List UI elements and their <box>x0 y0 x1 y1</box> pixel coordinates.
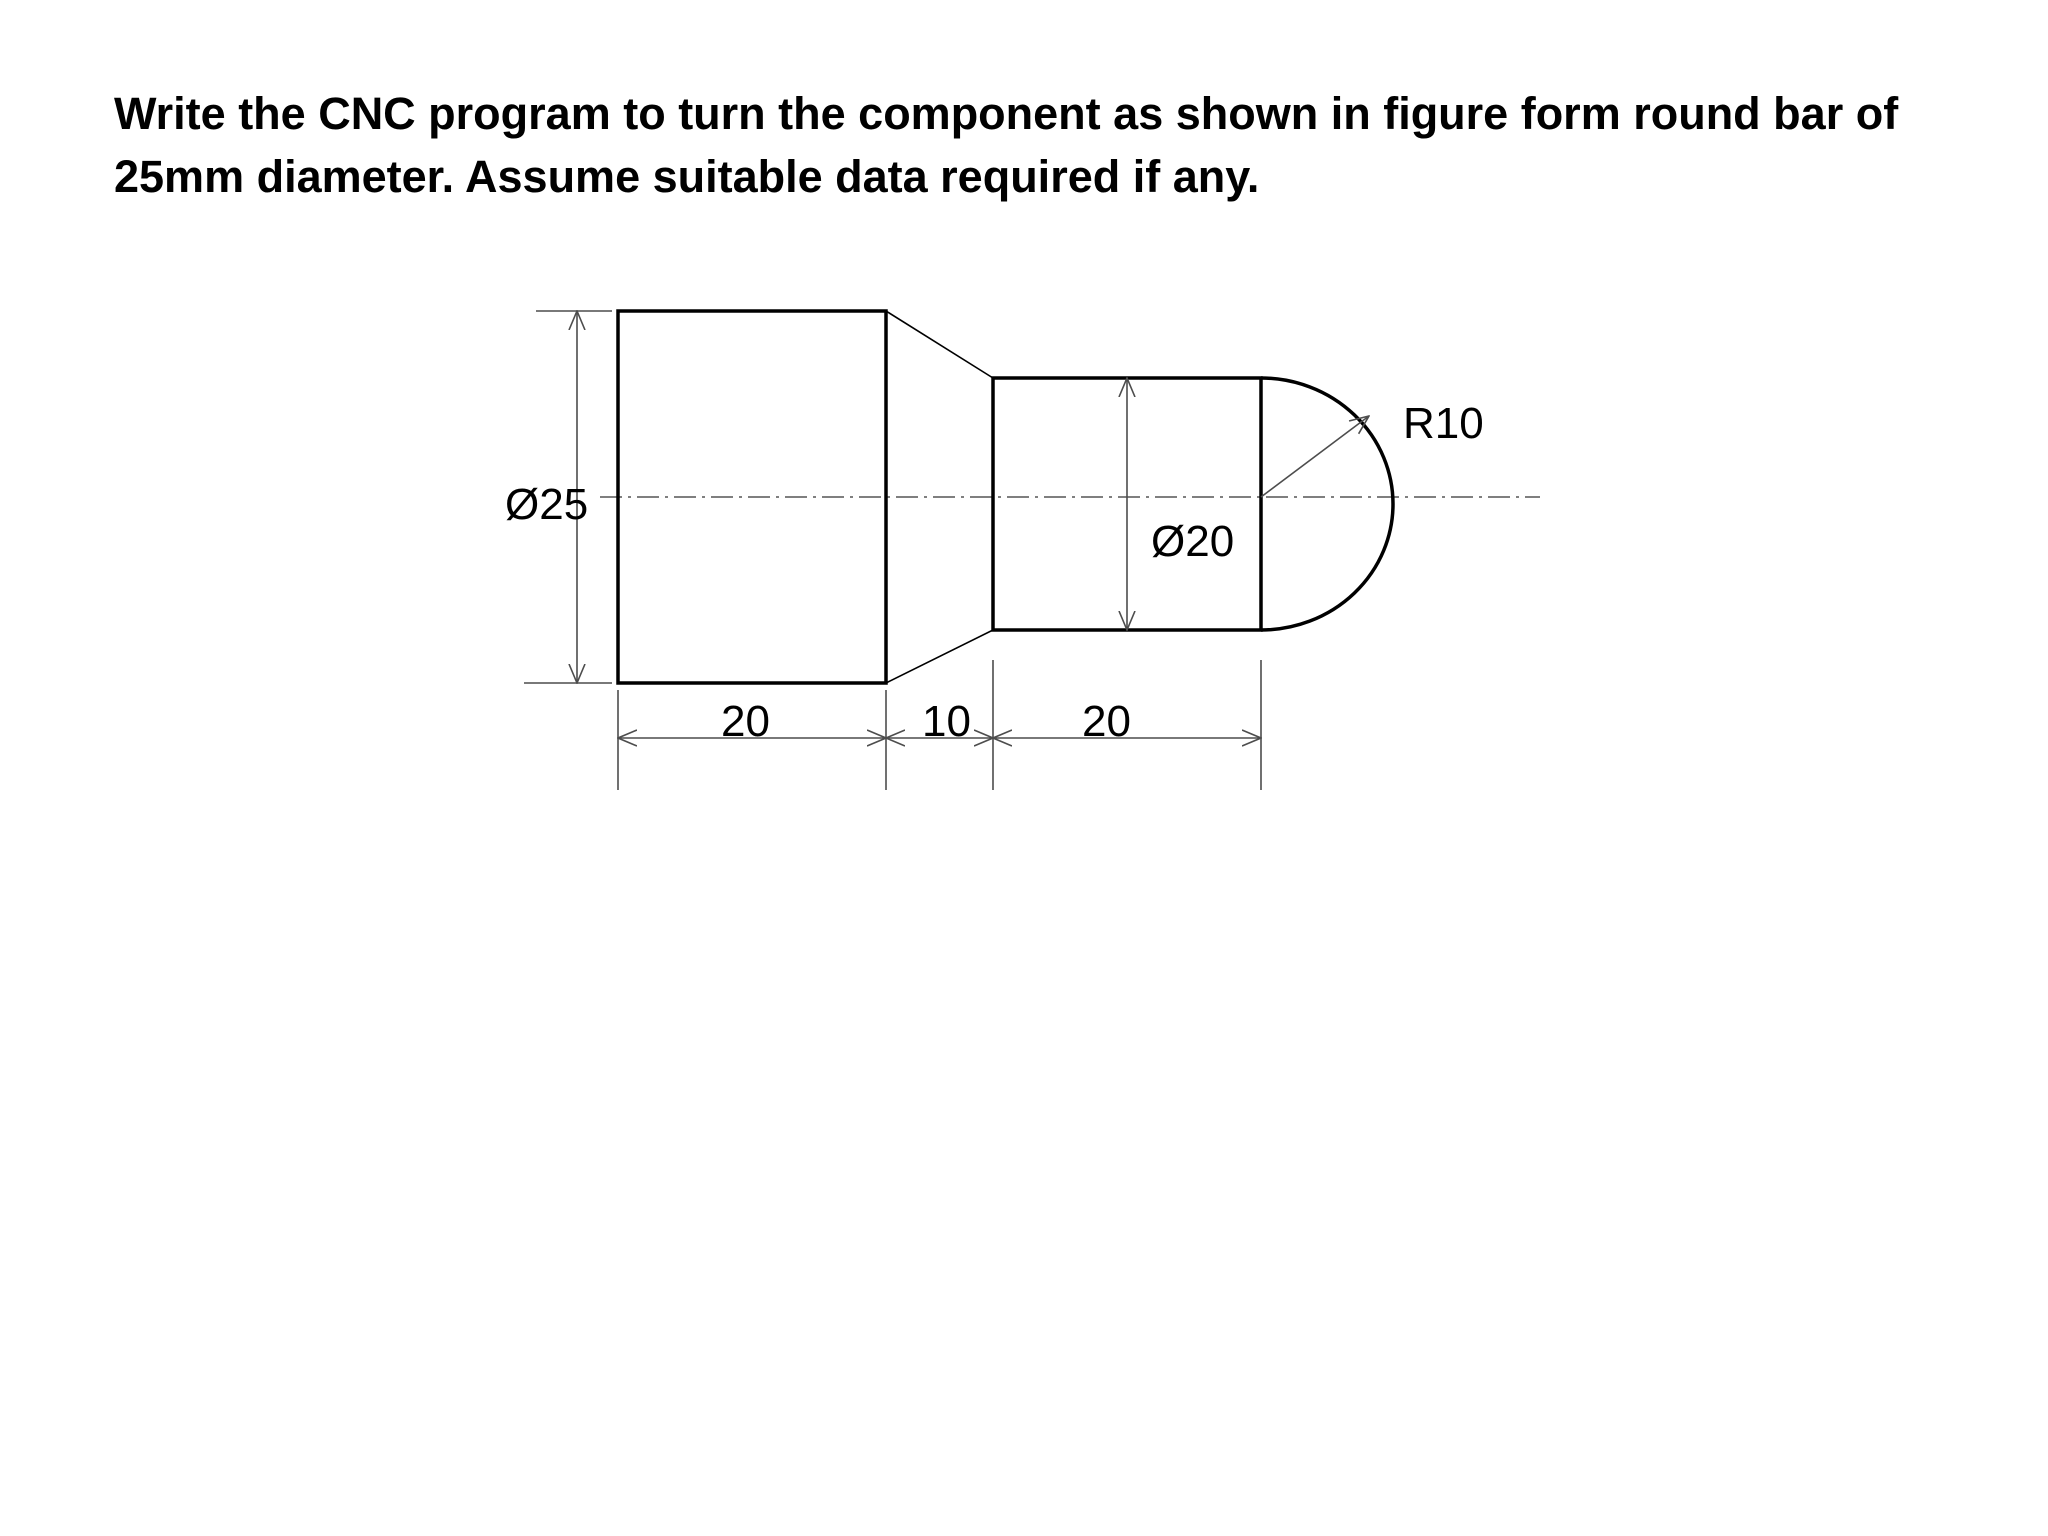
radius-end <box>1261 378 1393 630</box>
len-small-label: 20 <box>1082 697 1131 746</box>
question-line-2: 25mm diameter. Assume suitable data required if any. <box>114 151 1260 202</box>
dia-small-label: Ø20 <box>1151 517 1235 566</box>
taper-bottom <box>886 630 993 683</box>
radius-dimension <box>1261 416 1369 497</box>
len-taper-label: 10 <box>922 697 971 746</box>
len-large-label: 20 <box>721 697 770 746</box>
question-line-1: Write the CNC program to turn the component as shown in figure form round bar of <box>114 88 1899 139</box>
taper-top <box>886 311 993 378</box>
dia-large-label: Ø25 <box>505 480 589 529</box>
radius-label: R10 <box>1403 399 1484 448</box>
